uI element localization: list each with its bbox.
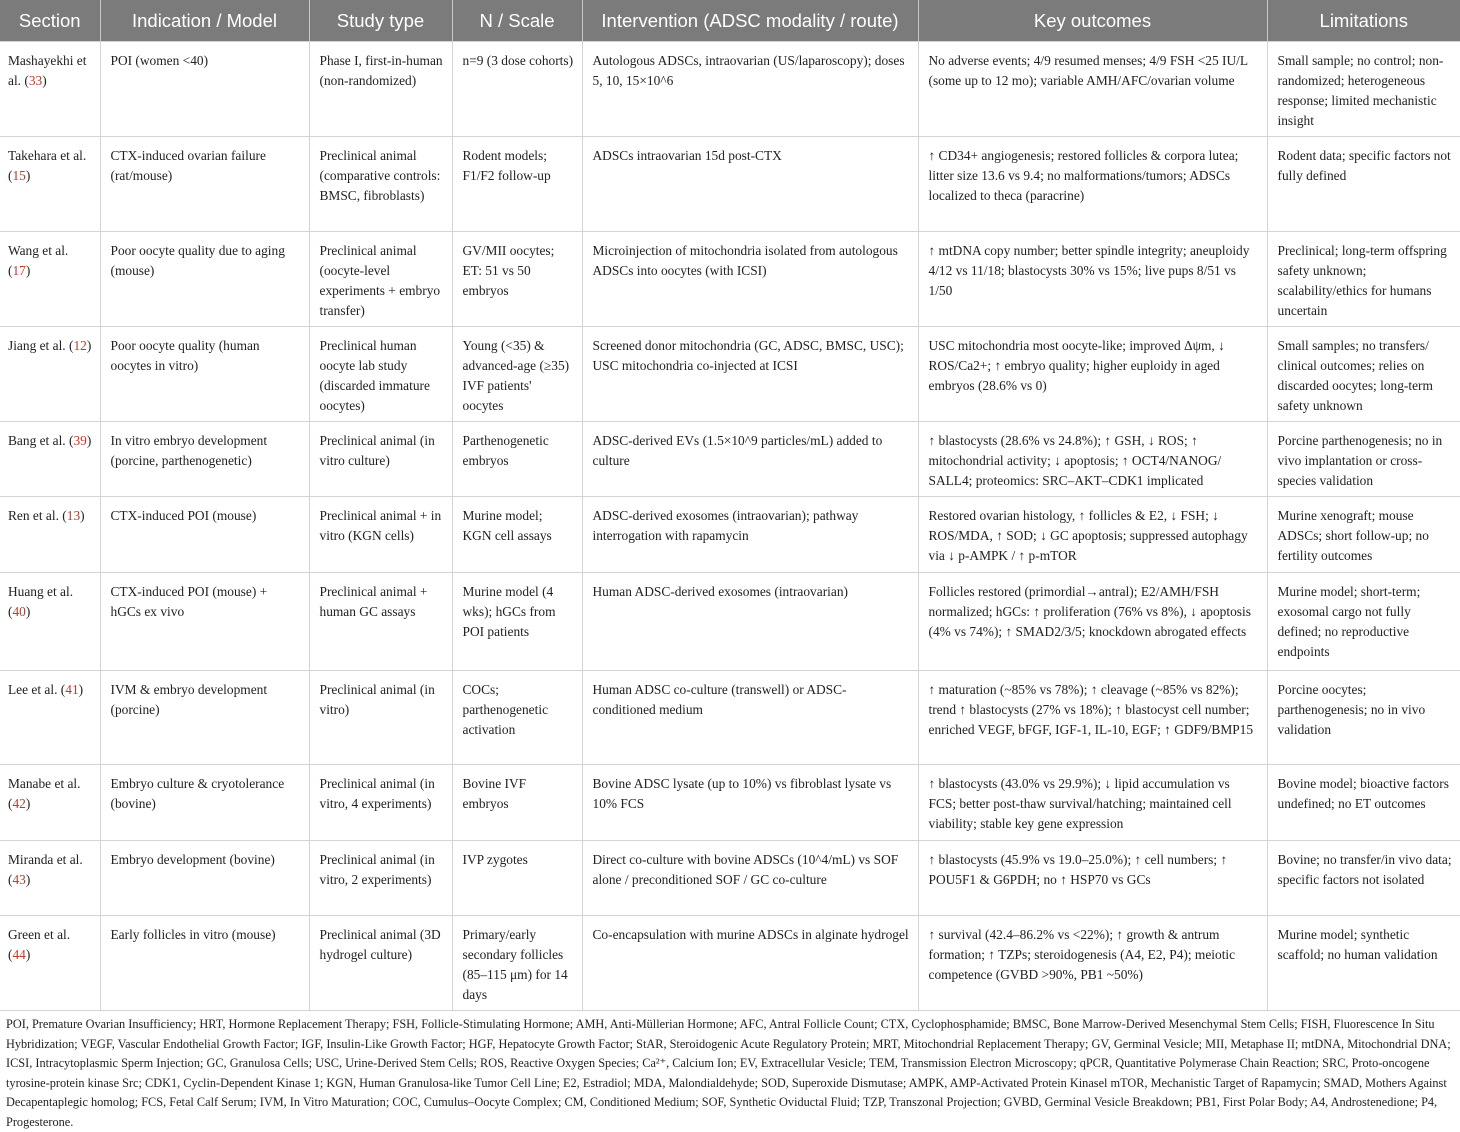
cell-outcomes: No adverse events; 4/9 resumed menses; 4/9 FSH <25 IU/L (some up to 12 mo); variable AMH/AFC/ovarian volume [918, 42, 1267, 137]
cell-intervention: Microinjection of mitochondria isolated from autologous ADSCs into oocytes (with ICSI) [582, 232, 918, 327]
column-header: Section [0, 0, 100, 42]
cell-intervention: Bovine ADSC lysate (up to 10%) vs fibroblast lysate vs 10% FCS [582, 765, 918, 841]
cell-limitations: Rodent data; specific factors not fully defined [1267, 137, 1460, 232]
cell-outcomes: ↑ blastocysts (45.9% vs 19.0–25.0%); ↑ cell numbers; ↑ POU5F1 & G6PDH; no ↑ HSP70 vs GCs [918, 841, 1267, 916]
cell-section: Mashayekhi et al. (33) [0, 42, 100, 137]
cell-limitations: Bovine model; bioactive factors undefined; no ET outcomes [1267, 765, 1460, 841]
cell-section: Miranda et al. (43) [0, 841, 100, 916]
cell-study-type: Preclinical animal (in vitro) [309, 671, 452, 765]
cell-indication: Early follicles in vitro (mouse) [100, 916, 309, 1011]
reference-link[interactable]: 42 [12, 796, 26, 811]
reference-link[interactable]: 41 [65, 682, 79, 697]
cell-limitations: Porcine oocytes; parthenogenesis; no in vivo validation [1267, 671, 1460, 765]
cell-section: Takehara et al. (15) [0, 137, 100, 232]
cell-study-type: Preclinical animal (in vitro, 2 experiments) [309, 841, 452, 916]
cell-n-scale: IVP zygotes [452, 841, 582, 916]
reference-link[interactable]: 13 [66, 508, 81, 523]
cell-outcomes: ↑ blastocysts (28.6% vs 24.8%); ↑ GSH, ↓ ROS; ↑ mitochondrial activity; ↓ apoptosis; ↑ OCT4/NANOG/ SALL4; proteomics: SRC–AKT–CDK1 implicated [918, 422, 1267, 497]
cell-n-scale: Primary/early secondary follicles (85–115 μm) for 14 days [452, 916, 582, 1011]
cell-intervention: ADSCs intraovarian 15d post-CTX [582, 137, 918, 232]
cell-n-scale: Young (<35) & advanced-age (≥35) IVF patients' oocytes [452, 327, 582, 422]
cell-limitations: Small sample; no control; non-randomized; heterogeneous response; limited mechanistic insight [1267, 42, 1460, 137]
table-row [0, 422, 1460, 497]
cell-limitations: Murine model; synthetic scaffold; no human validation [1267, 916, 1460, 1011]
cell-intervention: ADSC-derived exosomes (intraovarian); pathway interrogation with rapamycin [582, 497, 918, 573]
column-header: Limitations [1267, 0, 1460, 42]
reference-link[interactable]: 43 [12, 872, 26, 887]
cell-outcomes: Restored ovarian histology, ↑ follicles & E2, ↓ FSH; ↓ ROS/MDA, ↑ SOD; ↓ GC apoptosis; suppressed autophagy via ↓ p-AMPK / ↑ p-mTOR [918, 497, 1267, 573]
author-name: Green et al. [8, 927, 71, 942]
cell-outcomes: USC mitochondria most oocyte-like; improved Δψm, ↓ ROS/Ca2+; ↑ embryo quality; higher euploidy in aged embryos (28.6% vs 0) [918, 327, 1267, 422]
cell-section: Wang et al. (17) [0, 232, 100, 327]
cell-intervention: Human ADSC co-culture (transwell) or ADSC-conditioned medium [582, 671, 918, 765]
cell-n-scale: n=9 (3 dose cohorts) [452, 42, 582, 137]
cell-study-type: Preclinical animal (3D hydrogel culture) [309, 916, 452, 1011]
cell-n-scale: COCs; parthenogenetic activation [452, 671, 582, 765]
cell-outcomes: ↑ maturation (~85% vs 78%); ↑ cleavage (~85% vs 82%); trend ↑ blastocysts (27% vs 18%); ↑ blastocyst cell number; enriched VEGF, bFGF, IGF-1, IL-10, EGF; ↑ GDF9/BMP15 [918, 671, 1267, 765]
cell-n-scale: GV/MII oocytes; ET: 51 vs 50 embryos [452, 232, 582, 327]
table-row [0, 137, 1460, 232]
author-name: Huang et al. [8, 584, 74, 599]
cell-study-type: Preclinical animal + human GC assays [309, 573, 452, 671]
cell-intervention: ADSC-derived EVs (1.5×10^9 particles/mL) added to culture [582, 422, 918, 497]
reference-link[interactable]: 15 [12, 168, 26, 183]
cell-section: Huang et al. (40) [0, 573, 100, 671]
author-name: Manabe et al. [8, 776, 81, 791]
cell-n-scale: Murine model; KGN cell assays [452, 497, 582, 573]
author-name: Takehara et al. [8, 148, 87, 163]
cell-study-type: Phase I, first-in-human (non-randomized) [309, 42, 452, 137]
cell-section: Manabe et al. (42) [0, 765, 100, 841]
header-row [0, 0, 1460, 42]
table-row [0, 327, 1460, 422]
cell-section: Bang et al. (39) [0, 422, 100, 497]
cell-limitations: Porcine parthenogenesis; no in vivo implantation or cross-species validation [1267, 422, 1460, 497]
column-header: Study type [309, 0, 452, 42]
table-row [0, 42, 1460, 137]
table-row [0, 573, 1460, 671]
cell-limitations: Preclinical; long-term offspring safety unknown; scalability/ethics for humans uncertain [1267, 232, 1460, 327]
cell-indication: CTX-induced POI (mouse) + hGCs ex vivo [100, 573, 309, 671]
cell-intervention: Human ADSC-derived exosomes (intraovarian) [582, 573, 918, 671]
cell-indication: CTX-induced ovarian failure (rat/mouse) [100, 137, 309, 232]
cell-outcomes: ↑ mtDNA copy number; better spindle integrity; aneuploidy 4/12 vs 11/18; blastocysts 30% vs 15%; live pups 8/51 vs 1/50 [918, 232, 1267, 327]
reference-link[interactable]: 40 [12, 604, 26, 619]
table-row [0, 671, 1460, 765]
cell-indication: Poor oocyte quality (human oocytes in vitro) [100, 327, 309, 422]
column-header: Key outcomes [918, 0, 1267, 42]
cell-n-scale: Bovine IVF embryos [452, 765, 582, 841]
cell-limitations: Murine xenograft; mouse ADSCs; short follow-up; no fertility outcomes [1267, 497, 1460, 573]
cell-indication: CTX-induced POI (mouse) [100, 497, 309, 573]
cell-study-type: Preclinical animal (comparative controls: BMSC, fibroblasts) [309, 137, 452, 232]
cell-n-scale: Murine model (4 wks); hGCs from POI patients [452, 573, 582, 671]
cell-intervention: Autologous ADSCs, intraovarian (US/laparoscopy); doses 5, 10, 15×10^6 [582, 42, 918, 137]
cell-outcomes: ↑ survival (42.4–86.2% vs <22%); ↑ growth & antrum formation; ↑ TZPs; steroidogenesis (A4, E2, P4); meiotic competence (GVBD >90%, PB1 ~50%) [918, 916, 1267, 1011]
table-row [0, 916, 1460, 1011]
reference-link[interactable]: 44 [12, 947, 26, 962]
cell-study-type: Preclinical animal (oocyte-level experiments + embryo transfer) [309, 232, 452, 327]
cell-study-type: Preclinical human oocyte lab study (discarded immature oocytes) [309, 327, 452, 422]
cell-outcomes: ↑ blastocysts (43.0% vs 29.9%); ↓ lipid accumulation vs FCS; better post-thaw survival/hatching; maintained cell viability; stable key gene expression [918, 765, 1267, 841]
table-row [0, 497, 1460, 573]
cell-indication: POI (women <40) [100, 42, 309, 137]
cell-indication: Embryo culture & cryotolerance (bovine) [100, 765, 309, 841]
reference-link[interactable]: 39 [73, 433, 87, 448]
cell-indication: Poor oocyte quality due to aging (mouse) [100, 232, 309, 327]
cell-study-type: Preclinical animal + in vitro (KGN cells) [309, 497, 452, 573]
author-name: Lee et al. [8, 682, 58, 697]
cell-indication: In vitro embryo development (porcine, parthenogenetic) [100, 422, 309, 497]
author-name: Ren et al. [8, 508, 59, 523]
author-name: Bang et al. [8, 433, 66, 448]
cell-n-scale: Rodent models; F1/F2 follow-up [452, 137, 582, 232]
author-name: Wang et al. [8, 243, 69, 258]
table-row [0, 232, 1460, 327]
table-row [0, 841, 1460, 916]
cell-section: Lee et al. (41) [0, 671, 100, 765]
cell-outcomes: Follicles restored (primordial→antral); E2/AMH/FSH normalized; hGCs: ↑ proliferation (76% vs 8%), ↓ apoptosis (4% vs 74%); ↑ SMAD2/3/5; knockdown abrogated effects [918, 573, 1267, 671]
column-header: Indication / Model [100, 0, 309, 42]
cell-intervention: Screened donor mitochondria (GC, ADSC, BMSC, USC); USC mitochondria co-injected at ICSI [582, 327, 918, 422]
cell-study-type: Preclinical animal (in vitro culture) [309, 422, 452, 497]
table-row [0, 765, 1460, 841]
cell-intervention: Co-encapsulation with murine ADSCs in alginate hydrogel [582, 916, 918, 1011]
cell-limitations: Murine model; short-term; exosomal cargo not fully defined; no reproductive endpoints [1267, 573, 1460, 671]
author-name: Jiang et al. [8, 338, 66, 353]
reference-link[interactable]: 17 [12, 263, 26, 278]
column-header: N / Scale [452, 0, 582, 42]
author-name: Mashayekhi et al. [8, 53, 87, 88]
cell-section: Ren et al. (13) [0, 497, 100, 573]
cell-indication: IVM & embryo development (porcine) [100, 671, 309, 765]
cell-indication: Embryo development (bovine) [100, 841, 309, 916]
reference-link[interactable]: 12 [73, 338, 87, 353]
column-header: Intervention (ADSC modality / route) [582, 0, 918, 42]
author-name: Miranda et al. [8, 852, 83, 867]
abbreviations-footnote: POI, Premature Ovarian Insufficiency; HRT, Hormone Replacement Therapy; FSH, Follicle-Stimulating Hormone; AMH, Anti-Müllerian Hormone; AFC, Antral Follicle Count; CTX, Cyclophosphamide; BMSC, Bone Marrow-Derived Mesenchymal Stem Cells; FISH, Fluorescence In Situ Hybridization; VEGF, Vascular Endothelial Growth Factor; IGF, Insulin-Like Growth Factor; HGF, Hepatocyte Growth Factor; StAR, Steroidogenic Acute Regulatory Protein; MRT, Mitochondrial Replacement Therapy; GV, Germinal Vesicle; MII, Metaphase II; mtDNA, Mitochondrial DNA; ICSI, Intracytoplasmic Sperm Injection; GC, Granulosa Cells; USC, Urine-Derived Stem Cells; ROS, Reactive Oxygen Species; Ca²⁺, Calcium Ion; EV, Extracellular Vesicle; TEM, Transmission Electron Microscopy; qPCR, Quantitative Polymerase Chain Reaction; SRC, Proto-oncogene tyrosine-protein kinase Src; CDK1, Cyclin-Dependent Kinase 1; KGN, Human Granulosa-like Tumor Cell Line; E2, Estradiol; MDA, Malondialdehyde; SOD, Superoxide Dismutase; AMPK, AMP-Activated Protein Kinasel mTOR, Mechanistic Target of Rapamycin; SMAD, Mothers Against Decapentaplegic homolog; FCS, Fetal Calf Serum; IVM, In Vitro Maturation; COC, Cumulus–Oocyte Complex; CM, Conditioned Medium; SOF, Synthetic Oviductal Fluid; TZP, Transzonal Projection; GVBD, Germinal Vesicle Breakdown; PB1, First Polar Body; A4, Androstenedione; P4, Progesterone. [6, 1017, 1451, 1129]
cell-section: Jiang et al. (12) [0, 327, 100, 422]
cell-limitations: Small samples; no transfers/ clinical outcomes; relies on discarded oocytes; long-term safety unknown [1267, 327, 1460, 422]
cell-n-scale: Parthenogenetic embryos [452, 422, 582, 497]
cell-intervention: Direct co-culture with bovine ADSCs (10^4/mL) vs SOF alone / preconditioned SOF / GC co-culture [582, 841, 918, 916]
reference-link[interactable]: 33 [28, 73, 43, 88]
cell-limitations: Bovine; no transfer/in vivo data; specific factors not isolated [1267, 841, 1460, 916]
cell-outcomes: ↑ CD34+ angiogenesis; restored follicles & corpora lutea; litter size 13.6 vs 9.4; no malformations/tumors; ADSCs localized to theca (paracrine) [918, 137, 1267, 232]
cell-study-type: Preclinical animal (in vitro, 4 experiments) [309, 765, 452, 841]
cell-section: Green et al. (44) [0, 916, 100, 1011]
